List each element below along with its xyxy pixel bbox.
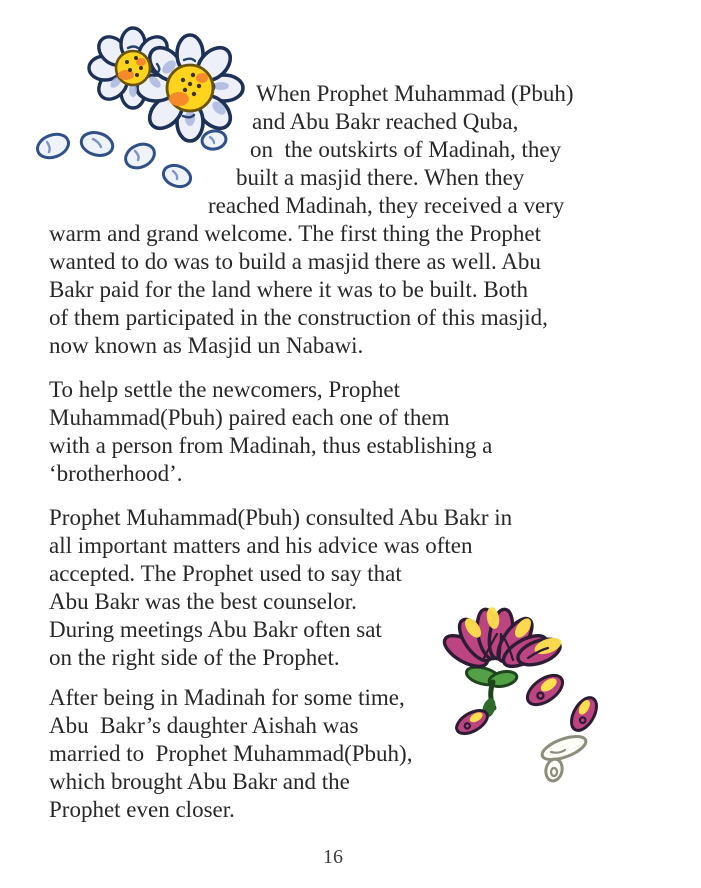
text-line: accepted. The Prophet used to say that [49, 561, 402, 586]
text-line: which brought Abu Bakr and the [49, 769, 350, 794]
text-line: Prophet Muhammad(Pbuh) consulted Abu Bakr in [49, 505, 513, 530]
text-line: and Abu Bakr reached Quba, [252, 109, 519, 134]
paragraph-3 [49, 504, 512, 672]
text-line: During meetings Abu Bakr often sat [49, 617, 382, 642]
text-line: After being in Madinah for some time, [49, 685, 405, 710]
text-line: wanted to do was to build a masjid there as well. Abu [49, 249, 541, 274]
text-line: reached Madinah, they received a very [208, 193, 565, 218]
text-line: When Prophet Muhammad (Pbuh) [256, 81, 574, 106]
text-line: on the outskirts of Madinah, they [250, 137, 562, 162]
text-line: Abu Bakr was the best counselor. [49, 589, 357, 614]
text-line: built a masjid there. When they [236, 165, 525, 190]
text-line: Muhammad(Pbuh) paired each one of them [49, 405, 450, 430]
text-line: ‘brotherhood’. [49, 461, 183, 486]
text-line: with a person from Madinah, thus establishing a [49, 433, 493, 458]
paragraph-1 [49, 80, 573, 360]
text-line: Bakr paid for the land where it was to be built. Both [49, 277, 529, 302]
text-line: all important matters and his advice was often [49, 533, 473, 558]
text-line: warm and grand welcome. The first thing the Prophet [49, 221, 542, 246]
text-line: on the right side of the Prophet. [49, 645, 340, 670]
text-line: married to Prophet Muhammad(Pbuh), [49, 741, 413, 766]
text-line: of them participated in the construction of this masjid, [49, 305, 548, 330]
paragraph-4 [49, 684, 412, 824]
text-line: Prophet even closer. [49, 797, 235, 822]
text-line: To help settle the newcomers, Prophet [49, 377, 400, 402]
page-number: 16 [323, 846, 343, 868]
paragraph-2 [49, 376, 492, 488]
text-line: now known as Masjid un Nabawi. [49, 333, 364, 358]
text-line: Abu Bakr’s daughter Aishah was [49, 713, 359, 738]
